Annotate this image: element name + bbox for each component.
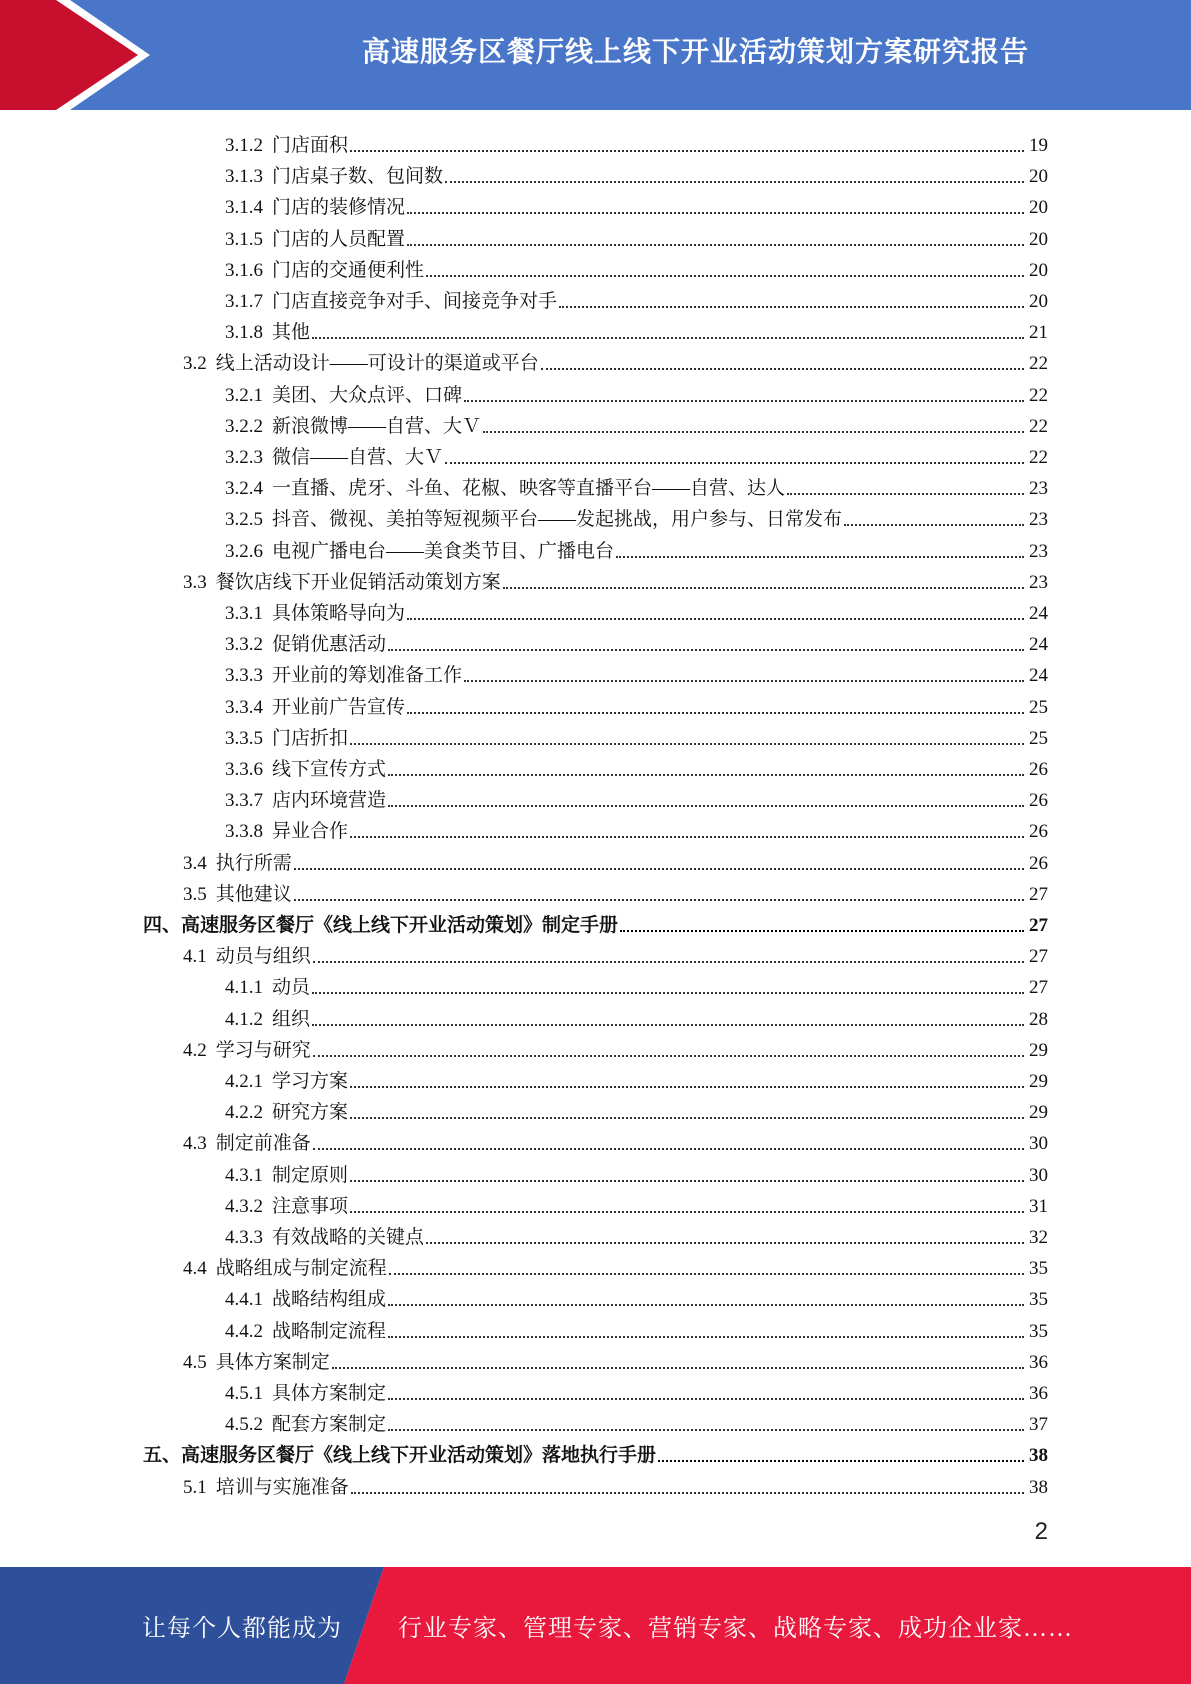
toc-entry-page: 26 xyxy=(1029,852,1048,874)
toc-entry-page: 29 xyxy=(1029,1039,1048,1061)
toc-entry[interactable] xyxy=(225,657,1048,688)
toc-entry-page: 31 xyxy=(1029,1195,1048,1217)
toc-dot-leader xyxy=(312,337,1024,339)
toc-dot-leader xyxy=(426,275,1024,277)
toc-entry-number: 3.3.3 xyxy=(225,665,263,687)
toc-entry-number: 5.1 xyxy=(183,1476,207,1498)
toc-entry-title: 开业前的筹划准备工作 xyxy=(272,665,463,687)
toc-entry[interactable] xyxy=(225,189,1048,220)
toc-entry[interactable] xyxy=(225,1094,1048,1125)
toc-dot-leader xyxy=(312,1024,1024,1026)
toc-entry-page: 30 xyxy=(1029,1164,1048,1186)
toc-entry-number: 4.3.3 xyxy=(225,1227,263,1248)
toc-entry-number: 4.1 xyxy=(183,946,207,968)
toc-entry-page: 22 xyxy=(1029,415,1048,437)
toc-entry-number: 4.2.1 xyxy=(225,1071,263,1092)
toc-entry-title: 电视广播电台——美食类节目、广播电台 xyxy=(272,540,615,562)
toc-entry-page: 32 xyxy=(1029,1227,1048,1248)
toc-entry[interactable] xyxy=(225,969,1048,1000)
toc-dot-leader xyxy=(787,493,1024,495)
toc-entry-number: 3.1.8 xyxy=(225,322,263,344)
toc-entry-page: 26 xyxy=(1029,821,1048,843)
toc-entry-page: 27 xyxy=(1029,883,1048,905)
toc-entry[interactable] xyxy=(225,1219,1048,1250)
toc-entry[interactable] xyxy=(225,1001,1048,1032)
toc-entry[interactable] xyxy=(183,876,1048,907)
toc-entry-number: 4.5.1 xyxy=(225,1383,263,1404)
toc-dot-leader xyxy=(294,899,1024,901)
toc-entry-title: 四、高速服务区餐厅《线上线下开业活动策划》制定手册 xyxy=(143,915,619,936)
toc-entry-number: 3.3.1 xyxy=(225,603,263,624)
toc-entry-title: 五、高速服务区餐厅《线上线下开业活动策划》落地执行手册 xyxy=(143,1445,657,1467)
toc-entry-title: 门店的装修情况 xyxy=(272,197,406,219)
toc-entry-title: 新浪微博——自营、大Ｖ xyxy=(272,415,482,437)
toc-entry[interactable] xyxy=(225,314,1048,345)
toc-entry-page: 26 xyxy=(1029,759,1048,780)
toc-entry-page: 23 xyxy=(1029,509,1048,531)
page-header xyxy=(0,0,1191,110)
toc-entry[interactable] xyxy=(143,1437,1048,1468)
toc-entry-title: 微信——自营、大Ｖ xyxy=(272,447,444,468)
toc-dot-leader xyxy=(483,431,1024,433)
toc-dot-leader xyxy=(407,712,1024,714)
toc-dot-leader xyxy=(313,1055,1024,1057)
toc-entry-title: 抖音、微视、美拍等短视频平台——发起挑战，用户参与、日常发布 xyxy=(272,509,843,531)
toc-entry[interactable] xyxy=(225,221,1048,252)
toc-entry[interactable] xyxy=(183,845,1048,876)
toc-entry[interactable] xyxy=(225,158,1048,189)
toc-entry-title: 门店的交通便利性 xyxy=(272,259,425,281)
toc-entry-page: 25 xyxy=(1029,696,1048,718)
toc-entry-number: 3.1.2 xyxy=(225,135,263,156)
toc-entry-number: 4.2.2 xyxy=(225,1102,263,1124)
page-footer xyxy=(0,1567,1191,1684)
toc-dot-leader xyxy=(313,961,1024,963)
toc-entry[interactable] xyxy=(225,439,1048,470)
toc-entry-number: 3.3.2 xyxy=(225,634,263,656)
toc-entry[interactable] xyxy=(225,1157,1048,1188)
toc-entry-page: 23 xyxy=(1029,478,1048,500)
toc-entry-number: 3.5 xyxy=(183,883,207,905)
toc-entry-title: 其他 xyxy=(272,322,311,344)
toc-dot-leader xyxy=(350,1211,1024,1213)
toc-entry-title: 具体方案制定 xyxy=(272,1383,387,1404)
toc-entry-page: 30 xyxy=(1029,1133,1048,1155)
toc-entry-number: 4.2 xyxy=(183,1039,207,1061)
toc-entry-page: 21 xyxy=(1029,322,1048,344)
toc-entry-number: 4.1.2 xyxy=(225,1008,263,1030)
toc-entry-number: 3.2.6 xyxy=(225,540,263,562)
toc-dot-leader xyxy=(541,368,1024,370)
toc-entry-number: 4.4.1 xyxy=(225,1289,263,1311)
toc-entry-title: 门店直接竞争对手、间接竞争对手 xyxy=(272,291,558,312)
toc-entry-page: 22 xyxy=(1029,384,1048,406)
toc-entry-page: 27 xyxy=(1029,946,1048,968)
toc-dot-leader xyxy=(407,244,1024,246)
toc-entry-title: 注意事项 xyxy=(272,1195,349,1217)
toc-dot-leader xyxy=(294,868,1024,870)
toc-entry-title: 动员 xyxy=(272,977,311,999)
toc-entry-title: 店内环境营造 xyxy=(272,790,387,812)
toc-entry[interactable] xyxy=(183,345,1048,376)
toc-entry-page: 35 xyxy=(1029,1320,1048,1342)
toc-entry-title: 促销优惠活动 xyxy=(272,634,387,656)
toc-entry-title: 一直播、虎牙、斗鱼、花椒、映客等直播平台——自营、达人 xyxy=(272,478,786,500)
toc-entry-number: 3.4 xyxy=(183,852,207,874)
toc-entry-page: 36 xyxy=(1029,1383,1048,1404)
toc-entry[interactable] xyxy=(183,1032,1048,1063)
toc-dot-leader xyxy=(389,1273,1024,1275)
toc-dot-leader xyxy=(464,680,1024,682)
toc-entry-number: 3.3.8 xyxy=(225,821,263,843)
toc-entry-title: 门店折扣 xyxy=(272,727,349,749)
toc-dot-leader xyxy=(350,1086,1024,1088)
toc-entry-page: 19 xyxy=(1029,135,1048,156)
toc-entry-title: 培训与实施准备 xyxy=(215,1476,349,1498)
toc-entry-number: 3.2.3 xyxy=(225,447,263,468)
toc-entry-title: 动员与组织 xyxy=(215,946,311,968)
toc-entry[interactable] xyxy=(183,938,1048,969)
toc-entry-number: 4.4 xyxy=(183,1258,207,1280)
toc-entry[interactable] xyxy=(183,1250,1048,1281)
toc-entry-page: 35 xyxy=(1029,1289,1048,1311)
toc-entry[interactable] xyxy=(225,283,1048,314)
toc-entry[interactable] xyxy=(225,689,1048,720)
toc-entry-title: 具体策略导向为 xyxy=(272,603,406,624)
toc-dot-leader xyxy=(388,774,1024,776)
toc-entry-page: 22 xyxy=(1029,353,1048,375)
toc-dot-leader xyxy=(559,306,1024,308)
toc-entry[interactable] xyxy=(225,377,1048,408)
toc-dot-leader xyxy=(407,618,1024,620)
toc-entry-number: 4.4.2 xyxy=(225,1320,263,1342)
toc-dot-leader xyxy=(388,1304,1024,1306)
page-number: 2 xyxy=(1034,1518,1048,1545)
toc-entry-title: 美团、大众点评、口碑 xyxy=(272,384,463,406)
toc-entry-title: 具体方案制定 xyxy=(215,1351,330,1373)
toc-entry-page: 27 xyxy=(1029,977,1048,999)
toc-dot-leader xyxy=(351,1492,1024,1494)
toc-entry-title: 制定前准备 xyxy=(215,1133,311,1155)
toc-entry-number: 4.3.2 xyxy=(225,1195,263,1217)
toc-entry-page: 29 xyxy=(1029,1102,1048,1124)
toc-entry-number: 4.1.1 xyxy=(225,977,263,999)
toc-entry-number: 3.1.6 xyxy=(225,259,263,281)
toc-dot-leader xyxy=(350,150,1024,152)
toc-entry-page: 24 xyxy=(1029,665,1048,687)
toc-entry[interactable] xyxy=(225,595,1048,626)
toc-entry-title: 线上活动设计——可设计的渠道或平台 xyxy=(215,353,539,375)
toc-entry-page: 27 xyxy=(1029,915,1048,936)
toc-entry-title: 组织 xyxy=(272,1008,311,1030)
toc-entry[interactable] xyxy=(225,626,1048,657)
toc-entry-number: 3.1.3 xyxy=(225,166,263,188)
toc-dot-leader xyxy=(844,524,1024,526)
toc-entry[interactable] xyxy=(225,252,1048,283)
toc-entry-title: 门店面积 xyxy=(272,135,349,156)
toc-entry-page: 38 xyxy=(1029,1445,1048,1467)
toc-entry-number: 3.2.5 xyxy=(225,509,263,531)
toc-entry[interactable] xyxy=(143,907,1048,938)
toc-entry-number: 3.2.2 xyxy=(225,415,263,437)
document-title: 高速服务区餐厅线上线下开业活动策划方案研究报告 xyxy=(361,35,1029,68)
toc-dot-leader xyxy=(407,212,1024,214)
toc-entry[interactable] xyxy=(225,1063,1048,1094)
toc-entry[interactable] xyxy=(225,533,1048,564)
toc-entry-number: 3.2.1 xyxy=(225,384,263,406)
toc-entry-title: 学习方案 xyxy=(272,1071,349,1092)
header-chevron-icon xyxy=(0,0,160,110)
toc-entry-title: 制定原则 xyxy=(272,1164,349,1186)
toc-entry-number: 3.1.7 xyxy=(225,291,263,312)
toc-entry-number: 4.3 xyxy=(183,1133,207,1155)
toc-entry[interactable] xyxy=(183,1344,1048,1375)
toc-entry-title: 战略结构组成 xyxy=(272,1289,387,1311)
toc-entry-title: 餐饮店线下开业促销活动策划方案 xyxy=(215,571,501,593)
toc-dot-leader xyxy=(620,930,1024,932)
toc-entry[interactable] xyxy=(225,470,1048,501)
toc-entry-title: 门店桌子数、包间数 xyxy=(272,166,444,188)
toc-dot-leader xyxy=(388,805,1024,807)
toc-entry-number: 3.3.4 xyxy=(225,696,263,718)
toc-entry[interactable] xyxy=(225,813,1048,844)
toc-dot-leader xyxy=(313,1148,1024,1150)
toc-entry-title: 执行所需 xyxy=(215,852,292,874)
toc-dot-leader xyxy=(616,556,1024,558)
toc-entry[interactable] xyxy=(225,751,1048,782)
toc-entry-page: 23 xyxy=(1029,571,1048,593)
toc-entry[interactable] xyxy=(183,1469,1048,1500)
toc-entry-page: 25 xyxy=(1029,727,1048,749)
toc-dot-leader xyxy=(388,1336,1024,1338)
toc-entry-page: 28 xyxy=(1029,1008,1048,1030)
toc-dot-leader xyxy=(312,992,1024,994)
toc-entry[interactable] xyxy=(225,501,1048,532)
toc-entry-number: 3.2.4 xyxy=(225,478,263,500)
toc-entry-title: 研究方案 xyxy=(272,1102,349,1124)
toc-entry[interactable] xyxy=(183,564,1048,595)
toc-entry-number: 3.2 xyxy=(183,353,207,375)
toc-entry-number: 4.3.1 xyxy=(225,1164,263,1186)
toc-entry[interactable] xyxy=(225,720,1048,751)
toc-dot-leader xyxy=(426,1242,1024,1244)
toc-entry-title: 门店的人员配置 xyxy=(272,228,406,250)
toc-entry-title: 有效战略的关键点 xyxy=(272,1227,425,1248)
toc-entry[interactable] xyxy=(183,1125,1048,1156)
footer-slogan-right: 行业专家、管理专家、营销专家、战略专家、成功企业家…… xyxy=(398,1616,1073,1642)
toc-dot-leader xyxy=(350,836,1024,838)
toc-entry-page: 26 xyxy=(1029,790,1048,812)
toc-entry-number: 4.5.2 xyxy=(225,1414,263,1436)
toc-dot-leader xyxy=(445,181,1024,183)
toc-entry-number: 3.3.5 xyxy=(225,727,263,749)
toc-entry-number: 3.3.7 xyxy=(225,790,263,812)
toc-entry-page: 37 xyxy=(1029,1414,1048,1436)
toc-entry-title: 线下宣传方式 xyxy=(272,759,387,780)
toc-dot-leader xyxy=(445,462,1024,464)
toc-entry-page: 36 xyxy=(1029,1351,1048,1373)
toc-dot-leader xyxy=(350,1180,1024,1182)
toc-entry-page: 20 xyxy=(1029,166,1048,188)
toc-entry-number: 3.3 xyxy=(183,571,207,593)
toc-entry-title: 开业前广告宣传 xyxy=(272,696,406,718)
toc-entry-page: 20 xyxy=(1029,291,1048,312)
toc-entry-page: 22 xyxy=(1029,447,1048,468)
toc-entry[interactable] xyxy=(225,408,1048,439)
toc-entry-title: 学习与研究 xyxy=(215,1039,311,1061)
toc-entry-number: 4.5 xyxy=(183,1351,207,1373)
toc-entry[interactable] xyxy=(225,1313,1048,1344)
toc-entry-page: 38 xyxy=(1029,1476,1048,1498)
toc-entry-number: 3.1.5 xyxy=(225,228,263,250)
toc-dot-leader xyxy=(388,1398,1024,1400)
toc-entry-page: 20 xyxy=(1029,259,1048,281)
toc-dot-leader xyxy=(464,400,1024,402)
toc-entry[interactable] xyxy=(225,127,1048,158)
toc-entry-number: 3.3.6 xyxy=(225,759,263,780)
toc-dot-leader xyxy=(332,1367,1024,1369)
toc-entry-page: 23 xyxy=(1029,540,1048,562)
toc-entry-title: 战略组成与制定流程 xyxy=(215,1258,387,1280)
toc-dot-leader xyxy=(503,587,1024,589)
toc-entry[interactable] xyxy=(225,1406,1048,1437)
toc-entry-page: 20 xyxy=(1029,228,1048,250)
toc-dot-leader xyxy=(350,743,1024,745)
footer-slogan-left: 让每个人都能成为 xyxy=(142,1616,342,1642)
toc-entry-page: 35 xyxy=(1029,1258,1048,1280)
toc-entry-page: 24 xyxy=(1029,603,1048,624)
toc-entry-title: 战略制定流程 xyxy=(272,1320,387,1342)
toc-entry[interactable] xyxy=(225,1375,1048,1406)
toc-dot-leader xyxy=(658,1460,1024,1462)
toc-entry-number: 3.1.4 xyxy=(225,197,263,219)
toc-dot-leader xyxy=(350,1117,1024,1119)
toc-entry-page: 24 xyxy=(1029,634,1048,656)
toc-entry-title: 配套方案制定 xyxy=(272,1414,387,1436)
toc-entry-title: 异业合作 xyxy=(272,821,349,843)
toc-entry-page: 29 xyxy=(1029,1071,1048,1092)
toc-entry[interactable] xyxy=(225,1281,1048,1312)
toc-dot-leader xyxy=(388,649,1024,651)
toc-entry-page: 20 xyxy=(1029,197,1048,219)
toc-entry[interactable] xyxy=(225,782,1048,813)
toc-entry[interactable] xyxy=(225,1188,1048,1219)
toc-entry-title: 其他建议 xyxy=(215,883,292,905)
toc-dot-leader xyxy=(388,1429,1024,1431)
